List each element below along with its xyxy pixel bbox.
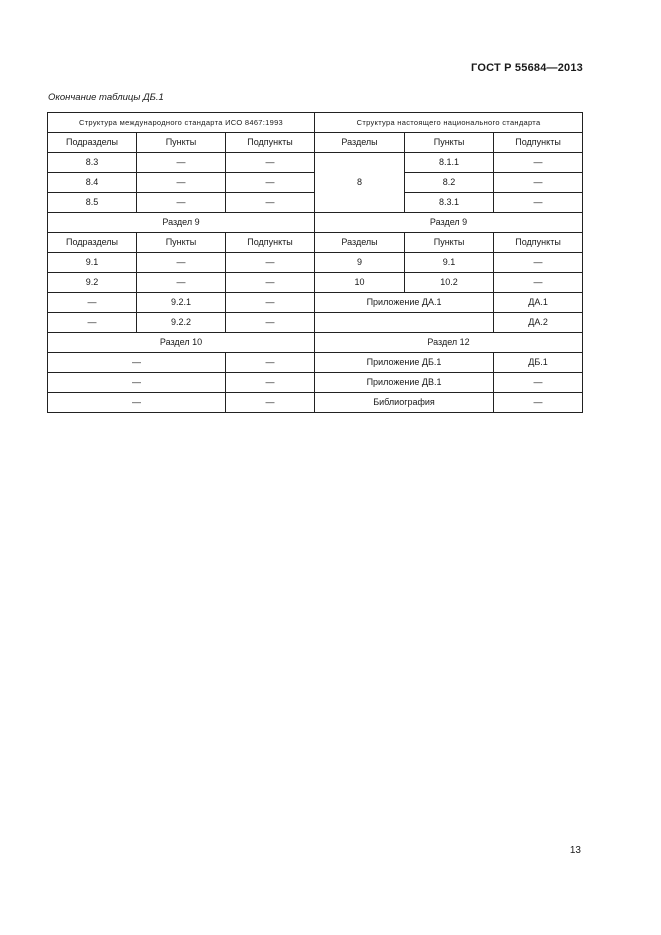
table-row <box>48 393 583 413</box>
right-group-header: Структура настоящего национального стандарта <box>315 113 583 133</box>
col-header-subclauses-right: Подпункты <box>494 133 583 153</box>
table-caption: Окончание таблицы ДБ.1 <box>48 92 164 103</box>
table-cell: 8.1.1 <box>405 153 494 173</box>
table-cell: 8.3.1 <box>405 193 494 213</box>
table-cell-merged <box>315 313 494 333</box>
table-cell: — <box>494 373 583 393</box>
table-cell: — <box>226 393 315 413</box>
table-cell-merged: — <box>48 353 226 373</box>
table-cell: 10.2 <box>405 273 494 293</box>
table-cell: — <box>226 353 315 373</box>
table-cell-merged: 8 <box>315 153 405 213</box>
table-cell: — <box>226 273 315 293</box>
page-number: 13 <box>569 845 581 856</box>
table-cell: — <box>226 253 315 273</box>
section-label-left: Раздел 10 <box>48 333 315 353</box>
table-cell: — <box>137 153 226 173</box>
table-cell: 10 <box>315 273 405 293</box>
table-section-row <box>48 213 583 233</box>
col-header-clauses-right: Пункты <box>405 233 494 253</box>
table-cell: 9.1 <box>48 253 137 273</box>
col-header-clauses: Пункты <box>137 133 226 153</box>
table-cell: — <box>226 153 315 173</box>
table-cell: — <box>137 193 226 213</box>
table-cell-merged: — <box>48 393 226 413</box>
col-header-subclauses: Подпункты <box>226 233 315 253</box>
table-cell-merged: — <box>48 373 226 393</box>
table-cell: ДБ.1 <box>494 353 583 373</box>
document-code: ГОСТ Р 55684—2013 <box>471 62 583 74</box>
left-group-header: Структура международного стандарта ИСО 8467:1993 <box>48 113 315 133</box>
table-cell: — <box>494 273 583 293</box>
table-section-row <box>48 333 583 353</box>
table-cell: 8.3 <box>48 153 137 173</box>
table-cell: 9 <box>315 253 405 273</box>
table-cell: — <box>137 173 226 193</box>
table-cell: — <box>226 373 315 393</box>
table-row <box>48 153 583 173</box>
table-cell: 8.5 <box>48 193 137 213</box>
table-cell: 9.2.1 <box>137 293 226 313</box>
table-cell: — <box>494 173 583 193</box>
table-group-header-row <box>48 113 583 133</box>
table-row <box>48 313 583 333</box>
section-label-right: Раздел 9 <box>315 213 583 233</box>
table-cell: ДА.2 <box>494 313 583 333</box>
table-cell: — <box>494 393 583 413</box>
table-cell: 8.4 <box>48 173 137 193</box>
table-cell-merged: Библиография <box>315 393 494 413</box>
table-cell: 9.2.2 <box>137 313 226 333</box>
table-cell: — <box>494 153 583 173</box>
table-cell: ДА.1 <box>494 293 583 313</box>
col-header-subclauses-right: Подпункты <box>494 233 583 253</box>
table-cell-merged: Приложение ДБ.1 <box>315 353 494 373</box>
table-row <box>48 273 583 293</box>
table-cell: — <box>137 253 226 273</box>
section-label-right: Раздел 12 <box>315 333 583 353</box>
col-header-clauses-right: Пункты <box>405 133 494 153</box>
col-header-subclauses: Подпункты <box>226 133 315 153</box>
table-cell: — <box>226 313 315 333</box>
table-column-header-row <box>48 133 583 153</box>
table-cell: — <box>494 253 583 273</box>
table-cell-merged: Приложение ДВ.1 <box>315 373 494 393</box>
table-cell: — <box>48 293 137 313</box>
table-cell: — <box>494 193 583 213</box>
table-cell-merged: Приложение ДА.1 <box>315 293 494 313</box>
table-cell: — <box>226 293 315 313</box>
table-row <box>48 353 583 373</box>
table-row <box>48 373 583 393</box>
table-cell: — <box>226 193 315 213</box>
table-cell: 9.1 <box>405 253 494 273</box>
table-row <box>48 293 583 313</box>
col-header-clauses: Пункты <box>137 233 226 253</box>
table-cell: — <box>48 313 137 333</box>
correspondence-table <box>47 112 583 413</box>
table-cell: 9.2 <box>48 273 137 293</box>
col-header-subsections: Подразделы <box>48 233 137 253</box>
col-header-sections: Разделы <box>315 233 405 253</box>
table-row <box>48 253 583 273</box>
col-header-sections: Разделы <box>315 133 405 153</box>
section-label-left: Раздел 9 <box>48 213 315 233</box>
table-cell: — <box>137 273 226 293</box>
table-cell: — <box>226 173 315 193</box>
table-cell: 8.2 <box>405 173 494 193</box>
table-column-header-row <box>48 233 583 253</box>
col-header-subsections: Подразделы <box>48 133 137 153</box>
